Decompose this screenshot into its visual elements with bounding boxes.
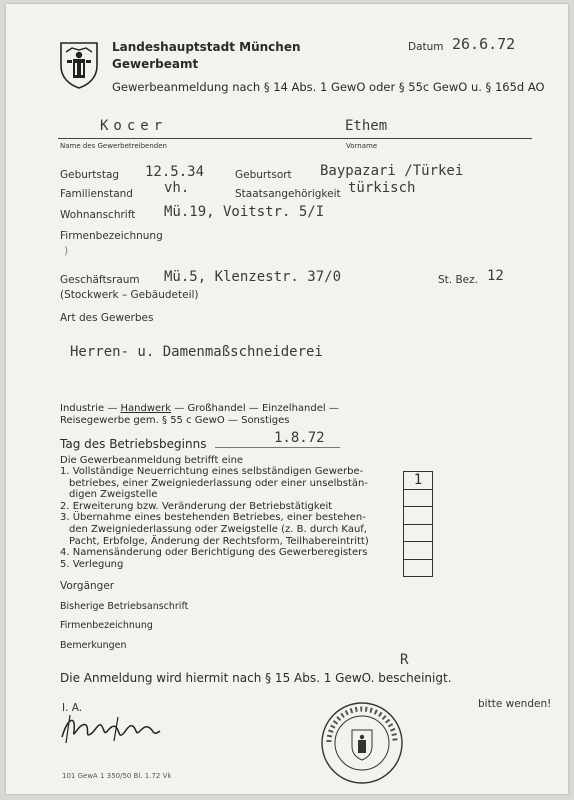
- marital-status-label: Familienstand: [60, 188, 133, 200]
- premises-sublabel: (Stockwerk – Gebäudeteil): [60, 289, 199, 301]
- previous-address-label: Bisherige Betriebsanschrift: [60, 601, 189, 612]
- form-sheet: [6, 4, 568, 794]
- category-line-1: Industrie — Handwerk — Großhandel — Einzelhandel —: [60, 403, 339, 414]
- issuer-office: Gewerbeamt: [112, 57, 199, 71]
- surname-value: Kocer: [100, 118, 168, 134]
- reason-3-cont-a: den Zweigniederlassung oder Zweigstelle (z. B. durch Kauf,: [69, 523, 367, 535]
- remarks-mark: R: [400, 652, 409, 668]
- name-rule: [58, 138, 532, 139]
- trade-type-value: Herren- u. Damenmaßschneiderei: [70, 344, 323, 360]
- reason-4: 4. Namensänderung oder Berichtigung des Gewerberegisters: [60, 547, 368, 559]
- reason-checkbox-column: [403, 471, 433, 577]
- nationality-label: Staatsangehörigkeit: [235, 188, 341, 200]
- address-value: Mü.19, Voitstr. 5/I: [164, 204, 325, 220]
- on-behalf-label: I. A.: [62, 702, 83, 714]
- district-value: 12: [487, 268, 504, 284]
- birthday-value: 12.5.34: [145, 164, 205, 180]
- category-craft: Handwerk: [120, 403, 172, 414]
- reason-5: 5. Verlegung: [60, 558, 124, 570]
- category-itinerant: Reisegewerbe gem. § 55 c GewO: [60, 415, 225, 426]
- reason-intro: Die Gewerbeanmeldung betrifft eine: [60, 455, 244, 466]
- surname-label: Name des Gewerbetreibenden: [60, 142, 167, 150]
- company-name-mark: ): [64, 244, 69, 257]
- official-seal-stamp: [319, 700, 405, 786]
- company-name-label: Firmenbezeichnung: [60, 230, 163, 242]
- premises-value: Mü.5, Klenzestr. 37/0: [164, 269, 342, 285]
- reason-box-4[interactable]: [404, 525, 432, 543]
- certification-text: Die Anmeldung wird hiermit nach § 15 Abs. 1 GewO. bescheinigt.: [60, 671, 452, 685]
- category-other: Sonstiges: [241, 415, 290, 426]
- predecessor-label: Vorgänger: [60, 580, 115, 592]
- birthplace-value: Baypazari /Türkei: [320, 163, 464, 179]
- form-subtitle: Gewerbeanmeldung nach § 14 Abs. 1 GewO oder § 55c GewO u. § 165d AO: [112, 80, 545, 94]
- reason-box-1[interactable]: 1: [404, 472, 432, 490]
- munich-coat-of-arms-icon: [58, 40, 100, 90]
- nationality-value: türkisch: [348, 180, 416, 196]
- birthday-label: Geburtstag: [60, 169, 120, 181]
- start-date-value: 1.8.72: [274, 430, 325, 446]
- address-label: Wohnanschrift: [60, 209, 136, 221]
- reason-3: 3. Übernahme eines bestehenden Betriebes, einer bestehen-: [60, 512, 366, 524]
- category-retail: Einzelhandel: [261, 403, 326, 414]
- start-date-rule: [215, 447, 340, 448]
- date-value: 26.6.72: [452, 35, 516, 53]
- reason-1-cont-b: digen Zweigstelle: [69, 489, 158, 501]
- reason-3-cont-b: Pacht, Erbfolge, Änderung der Rechtsform, Teilhabereintritt): [69, 535, 369, 547]
- previous-company-label: Firmenbezeichnung: [60, 620, 153, 631]
- turn-over-note: bitte wenden!: [478, 698, 552, 710]
- category-industry: Industrie: [60, 403, 105, 414]
- reason-1: 1. Vollständige Neuerrichtung eines selbständigen Gewerbe-: [60, 466, 364, 477]
- signature-image: [58, 711, 170, 747]
- marital-status-value: vh.: [164, 180, 190, 196]
- premises-label: Geschäftsraum: [60, 274, 140, 286]
- birthplace-label: Geburtsort: [235, 169, 292, 181]
- start-date-label: Tag des Betriebsbeginns: [60, 437, 207, 451]
- first-name-value: Ethem: [345, 118, 388, 134]
- category-wholesale: Großhandel: [187, 403, 246, 414]
- reason-box-6[interactable]: [404, 560, 432, 577]
- reason-box-2[interactable]: [404, 490, 432, 508]
- category-line-2: Reisegewerbe gem. § 55 c GewO — Sonstiges: [60, 415, 290, 426]
- reason-box-5[interactable]: [404, 542, 432, 560]
- date-label: Datum: [408, 41, 444, 53]
- district-label: St. Bez.: [438, 274, 478, 286]
- form-number: 101 GewA 1 350/50 Bl. 1.72 Vk: [62, 772, 172, 780]
- issuer-name: Landeshauptstadt München: [112, 40, 301, 54]
- reason-2: 2. Erweiterung bzw. Veränderung der Betriebstätigkeit: [60, 500, 333, 512]
- first-name-label: Vorname: [346, 142, 378, 150]
- remarks-label: Bemerkungen: [60, 640, 127, 651]
- reason-list: [60, 466, 369, 570]
- reason-box-3[interactable]: [404, 507, 432, 525]
- reason-1-cont-a: betriebes, einer Zweigniederlassung oder einer unselbstän-: [69, 477, 368, 489]
- trade-type-label: Art des Gewerbes: [60, 312, 154, 324]
